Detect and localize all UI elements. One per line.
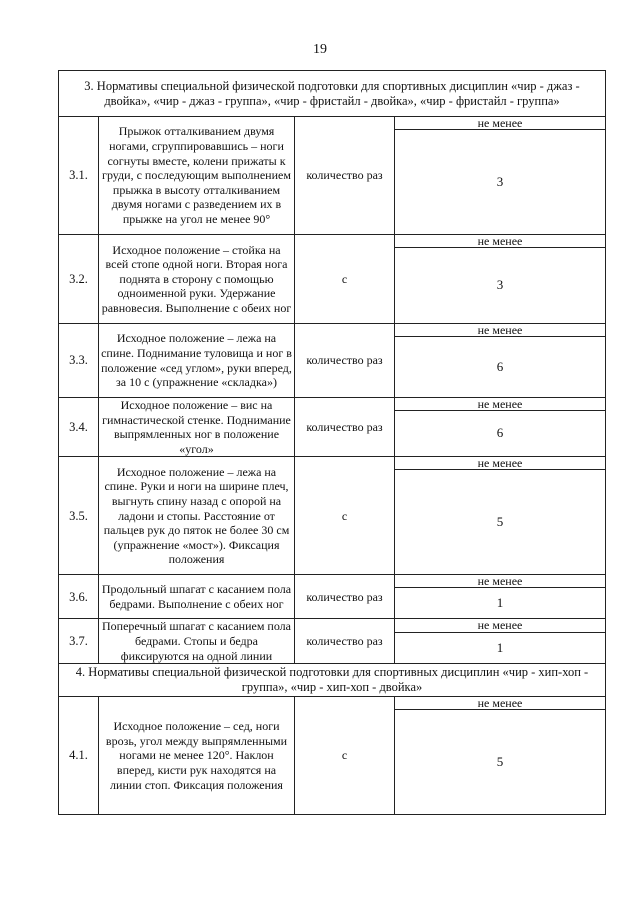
norm-value: 6 — [395, 337, 606, 398]
norm-value: 1 — [395, 588, 606, 619]
unit-cell: с — [295, 235, 395, 324]
section-3-title: 3. Нормативы специальной физической подготовки для спортивных дисциплин «чир - джаз - двойка», «чир - джаз - группа», «чир - фристайл - двойка», «чир - фристайл - группа» — [59, 71, 606, 117]
unit-cell: количество раз — [295, 398, 395, 457]
norm-header: не менее — [395, 324, 606, 337]
unit-cell: количество раз — [295, 117, 395, 235]
exercise-description: Прыжок отталкиванием двумя ногами, сгруппировавшись – ноги согнуты вместе, колени прижаты к груди, с последующим выполнением прыжка в высоту отталкиванием двумя ногами с разведением их в прыжке на угол не менее 90° — [99, 117, 295, 235]
norm-value: 3 — [395, 130, 606, 235]
table-row — [59, 697, 606, 710]
table-row — [59, 619, 606, 632]
row-number: 3.2. — [59, 235, 99, 324]
row-number: 3.1. — [59, 117, 99, 235]
norm-header: не менее — [395, 398, 606, 411]
section-header-row — [59, 664, 606, 697]
unit-cell: с — [295, 457, 395, 575]
exercise-description: Исходное положение – сед, ноги врозь, угол между выпрямленными ногами не менее 120°. Наклон вперед, кисти рук находятся на линии стоп. Фиксация положения — [99, 697, 295, 815]
row-number: 3.3. — [59, 324, 99, 398]
table-row — [59, 457, 606, 470]
table-row — [59, 575, 606, 588]
section-header-row — [59, 71, 606, 117]
row-number: 3.7. — [59, 619, 99, 664]
exercise-description: Исходное положение – вис на гимнастической стенке. Поднимание выпрямленных ног в положение «угол» — [99, 398, 295, 457]
exercise-description: Поперечный шпагат с касанием пола бедрами. Стопы и бедра фиксируются на одной линии — [99, 619, 295, 664]
row-number: 3.4. — [59, 398, 99, 457]
section-4-title: 4. Нормативы специальной физической подготовки для спортивных дисциплин «чир - хип-хоп - группа», «чир - хип-хоп - двойка» — [59, 664, 606, 697]
norm-header: не менее — [395, 619, 606, 632]
norms-table — [58, 70, 606, 815]
unit-cell: количество раз — [295, 619, 395, 664]
unit-cell: количество раз — [295, 575, 395, 619]
exercise-description: Продольный шпагат с касанием пола бедрами. Выполнение с обеих ног — [99, 575, 295, 619]
norm-value: 3 — [395, 248, 606, 324]
norm-value: 6 — [395, 411, 606, 457]
row-number: 3.6. — [59, 575, 99, 619]
page-number: 19 — [313, 42, 327, 57]
exercise-description: Исходное положение – стойка на всей стопе одной ноги. Вторая нога поднята в сторону с помощью одноименной руки. Удержание равновесия. Выполнение с обеих ног — [99, 235, 295, 324]
unit-cell: с — [295, 697, 395, 815]
unit-cell: количество раз — [295, 324, 395, 398]
exercise-description: Исходное положение – лежа на спине. Руки и ноги на ширине плеч, выгнуть спину назад с опорой на ладони и стопы. Расстояние от пальцев рук до пяток не более 30 см (упражнение «мост»). Фиксация положения — [99, 457, 295, 575]
norm-value: 5 — [395, 710, 606, 815]
table-row — [59, 117, 606, 130]
row-number: 4.1. — [59, 697, 99, 815]
norm-header: не менее — [395, 575, 606, 588]
norm-header: не менее — [395, 697, 606, 710]
row-number: 3.5. — [59, 457, 99, 575]
norm-value: 5 — [395, 470, 606, 575]
norm-value: 1 — [395, 632, 606, 664]
table-row — [59, 235, 606, 248]
table-row — [59, 324, 606, 337]
norm-header: не менее — [395, 117, 606, 130]
exercise-description: Исходное положение – лежа на спине. Поднимание туловища и ног в положение «сед углом», руки вперед, за 10 с (упражнение «складка») — [99, 324, 295, 398]
norm-header: не менее — [395, 457, 606, 470]
table-row — [59, 398, 606, 411]
norm-header: не менее — [395, 235, 606, 248]
